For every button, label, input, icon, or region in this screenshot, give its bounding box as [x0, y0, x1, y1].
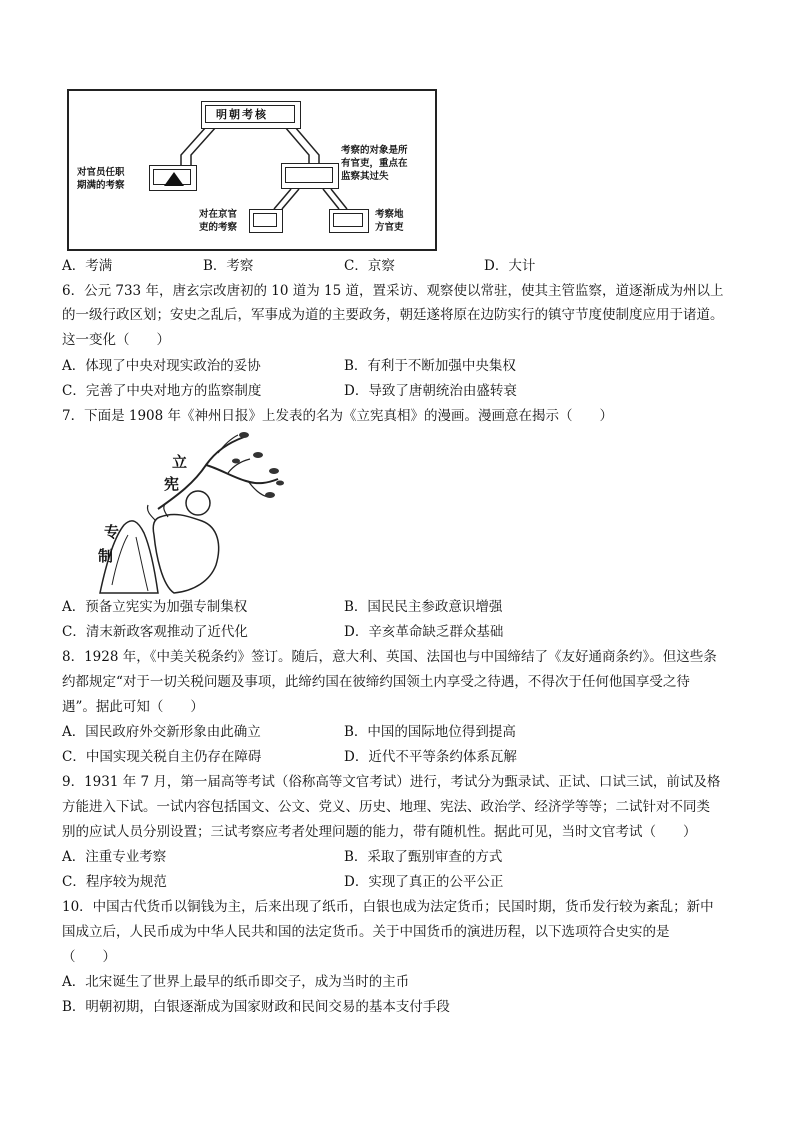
diagram-bottom-left-label-2: 吏的考察	[199, 222, 238, 233]
q6-option-c: C．完善了中央对地方的监察制度	[62, 383, 262, 399]
q10-option-b: B．明朝初期，白银逐渐成为国家财政和民间交易的基本支付手段	[62, 999, 450, 1015]
q10-stem-line-2: 国成立后，人民币成为中华人民共和国的法定货币。关于中国货币的演进历程，以下选项符合史实的是	[62, 924, 670, 940]
cartoon-label-zhuan: 专	[104, 523, 120, 541]
q8-option-b: B．中国的国际地位得到提高	[344, 724, 516, 740]
q9-stem-line-1: 9．1931 年 7 月，第一届高等考试（俗称高等文官考试）进行，考试分为甄录试、正试、口试三试，前试及格	[62, 774, 721, 790]
q8-stem-line-3: 遇”。据此可知（ ）	[62, 699, 204, 715]
cartoon-drawing	[98, 425, 288, 595]
q10-option-a: A．北宋诞生了世界上最早的纸币即交子，成为当时的主币	[62, 974, 410, 990]
q5-option-d: D．大计	[484, 258, 536, 274]
q9-option-b: B．采取了甄别审查的方式	[344, 849, 503, 865]
ming-assessment-diagram	[67, 89, 437, 251]
q6-stem-line-2: 的一级行政区划；安史之乱后，军事成为道的主要政务，朝廷遂将原在边防实行的镇守节度使制度应用于诸道。	[62, 307, 724, 323]
q9-option-d: D．实现了真正的公平公正	[344, 874, 504, 890]
q5-option-a: A．考满	[62, 258, 113, 274]
diagram-title: 明朝考核	[216, 108, 268, 121]
diagram-bottom-left-label-1: 对在京官	[199, 209, 238, 220]
q8-option-a: A．国民政府外交新形象由此确立	[62, 724, 261, 740]
q7-option-b: B．国民民主参政意识增强	[344, 599, 503, 615]
q6-stem-line-3: 这一变化（ ）	[62, 332, 170, 348]
q7-option-c: C．清末新政客观推动了近代化	[62, 624, 248, 640]
q6-stem-line-1: 6．公元 733 年，唐玄宗改唐初的 10 道为 15 道，置采访、观察使以常驻，使其主管监察，道逐渐成为州以上	[62, 283, 724, 299]
q8-stem-line-1: 8．1928 年，《中美关税条约》签订。随后，意大利、英国、法国也与中国缔结了《友好通商条约》。但这些条	[62, 649, 717, 665]
q8-option-d: D．近代不平等条约体系瓦解	[344, 749, 517, 765]
q10-stem-line-3: （ ）	[62, 949, 116, 965]
diagram-right-label-3: 监察其过失	[341, 171, 389, 182]
diagram-bottom-right-label-2: 方官吏	[375, 222, 404, 233]
diagram-right-label-1: 考察的对象是所	[341, 145, 408, 156]
diagram-left-label-1: 对官员任职	[77, 167, 125, 178]
q10-stem-line-1: 10．中国古代货币以铜钱为主，后来出现了纸币，白银也成为法定货币；民国时期，货币发行较为紊乱；新中	[62, 899, 714, 915]
q9-option-c: C．程序较为规范	[62, 874, 167, 890]
q8-option-c: C．中国实现关税自主仍存在障碍	[62, 749, 262, 765]
q5-option-c: C．京察	[344, 258, 395, 274]
cartoon-label-zhi: 制	[98, 547, 114, 565]
diagram-right-box	[281, 163, 339, 189]
diagram-bottom-right-box	[329, 209, 369, 233]
q7-option-d: D．辛亥革命缺乏群众基础	[344, 624, 504, 640]
q6-option-a: A．体现了中央对现实政治的妥协	[62, 358, 261, 374]
q9-option-a: A．注重专业考察	[62, 849, 167, 865]
q6-option-d: D．导致了唐朝统治由盛转衰	[344, 383, 517, 399]
diagram-bottom-left-box	[249, 209, 283, 233]
q9-stem-line-3: 别的应试人员分别设置；三试考察应考者处理问题的能力，带有随机性。据此可见，当时文官考试（ ）	[62, 824, 697, 840]
q8-stem-line-2: 约都规定“对于一切关税问题及事项，此缔约国在彼缔约国领土内享受之待遇，不得次于任何他国享受之待	[62, 674, 690, 690]
triangle-icon	[150, 166, 198, 192]
diagram-bottom-right-label-1: 考察地	[375, 209, 404, 220]
q6-option-b: B．有利于不断加强中央集权	[344, 358, 516, 374]
q7-option-a: A．预备立宪实为加强专制集权	[62, 599, 248, 615]
cartoon-label-xian: 宪	[164, 475, 180, 493]
cartoon-label-li: 立	[172, 453, 188, 471]
diagram-left-box	[149, 165, 197, 191]
diagram-right-label-2: 有官吏，重点在	[341, 158, 408, 169]
diagram-top-box	[201, 101, 301, 129]
q7-stem-line-1: 7．下面是 1908 年《神州日报》上发表的名为《立宪真相》的漫画。漫画意在揭示（ ）	[62, 408, 614, 424]
diagram-left-label-2: 期满的考察	[77, 180, 125, 191]
q5-option-b: B．考察	[203, 258, 254, 274]
q9-stem-line-2: 方能进入下试。一试内容包括国文、公文、党义、历史、地理、宪法、政治学、经济学等等；二试针对不同类	[62, 799, 710, 815]
constitution-cartoon	[98, 425, 288, 595]
